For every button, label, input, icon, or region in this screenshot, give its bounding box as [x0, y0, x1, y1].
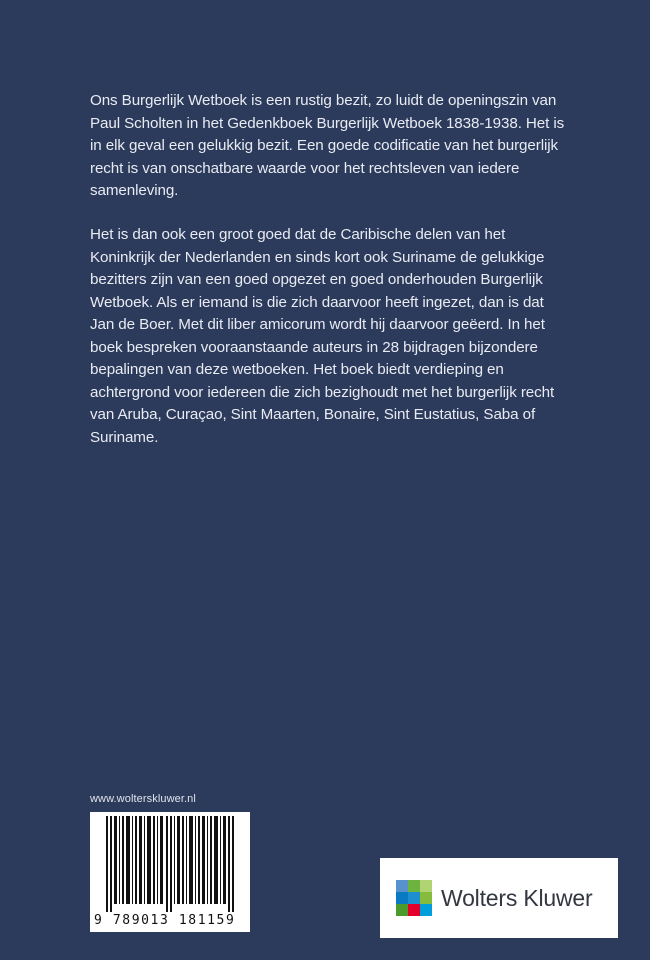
publisher-website[interactable]: www.wolterskluwer.nl — [90, 793, 196, 805]
isbn-number: 9 789013 181159 — [94, 913, 236, 928]
wolters-kluwer-logo-icon — [396, 880, 432, 916]
publisher-logo — [380, 858, 618, 938]
publisher-name: Wolters Kluwer — [441, 885, 593, 911]
barcode-bars — [100, 816, 240, 912]
blurb — [90, 90, 570, 446]
isbn-barcode — [90, 812, 250, 932]
blurb-paragraph: Ons Burgerlijk Wetboek is een rustig bezit, zo luidt de openingszin van Paul Scholten in het Gedenkboek Burgerlijk Wetboek 1838-1938. Het is in elk geval een gelukkig bezit. Een goede codificatie van het burgerlijk recht is van onschatbare waarde voor het rechtsleven van iedere samenleving. — [90, 92, 565, 199]
blurb-paragraph: Het is dan ook een groot goed dat de Caribische delen van het Koninkrijk der Nederlanden en sinds kort ook Suriname de gelukkige bezitters zijn van een goed opgezet en goed onderhouden Burgerlijk Wetboek. Als er iemand is die zich daarvoor heeft ingezet, dan is dat Jan de Boer. Met dit liber amicorum wordt hij daarvoor geëerd. In het boek bespreken vooraanstaande auteurs in 28 bijdragen bijzondere bepalingen van deze wetboeken. Het boek biedt verdieping en achtergrond voor iedereen die zich bezighoudt met het burgerlijk recht van Aruba, Curaçao, Sint Maarten, Bonaire, Sint Eustatius, Saba of Suriname. — [90, 226, 555, 446]
